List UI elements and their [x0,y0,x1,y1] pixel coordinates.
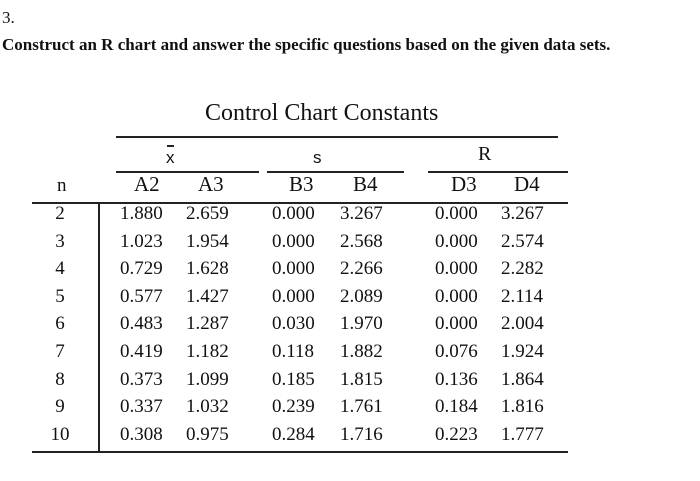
cell-a3: 1.427 [186,285,229,307]
cell-d3: 0.136 [435,368,478,390]
col-header-n: n [57,175,67,196]
cell-n: 10 [50,423,70,445]
cell-d4: 3.267 [501,203,544,224]
cell-a2: 0.577 [120,285,163,307]
cell-a3: 1.099 [186,368,229,390]
cell-a3: 2.659 [186,203,229,224]
col-header-a2: A2 [134,172,160,196]
cell-b4: 1.716 [340,423,383,445]
cell-a2: 0.308 [120,423,163,445]
cell-b3: 0.118 [272,341,315,362]
cell-n: 2 [55,203,65,224]
cell-d3: 0.000 [435,313,478,335]
cell-a3: 1.954 [186,230,229,252]
col-header-a3: A3 [198,172,224,196]
bottom-rule [32,451,568,453]
question-number: 3. [2,8,15,27]
cell-b4: 1.761 [340,396,383,418]
cell-a3: 0.975 [186,423,229,445]
cell-b4: 1.882 [340,341,383,362]
rule-s-group [267,171,404,173]
cell-n: 7 [55,341,65,362]
question-text: Construct an R chart and answer the specific questions based on the given data sets. [2,35,611,54]
cell-b4: 3.267 [340,203,383,224]
column-divider [98,203,100,451]
cell-b4: 1.970 [340,313,383,335]
cell-b4: 2.568 [340,230,383,252]
cell-a2: 0.373 [120,368,163,390]
cell-n: 9 [55,396,65,418]
group-header-s: s [313,148,322,167]
cell-a2: 0.729 [120,258,163,280]
cell-d4: 2.004 [501,313,544,335]
cell-d3: 0.000 [435,285,478,307]
cell-n: 5 [55,285,65,307]
cell-d4: 2.282 [501,258,544,280]
cell-d4: 1.864 [501,368,544,390]
cell-b3: 0.185 [272,368,315,390]
group-header-xbar: x [166,148,175,167]
cell-a3: 1.628 [186,258,229,280]
cell-d3: 0.184 [435,396,478,418]
cell-n: 3 [55,230,65,252]
cell-b3: 0.000 [272,203,315,224]
rule-r-group [428,171,568,173]
cell-d4: 1.816 [501,396,544,418]
cell-a2: 0.419 [120,341,163,362]
cell-b3: 0.000 [272,285,315,307]
cell-b4: 1.815 [340,368,383,390]
cell-d4: 2.574 [501,230,544,252]
cell-b4: 2.266 [340,258,383,280]
cell-d4: 2.114 [501,285,544,307]
col-header-b3: B3 [289,172,314,196]
cell-d3: 0.076 [435,341,478,362]
cell-n: 8 [55,368,65,390]
cell-b3: 0.000 [272,258,315,280]
cell-n: 6 [55,313,65,335]
cell-a3: 1.287 [186,313,229,335]
col-header-d3: D3 [451,172,477,196]
cell-d3: 0.000 [435,203,478,224]
cell-n: 4 [55,258,65,280]
cell-d3: 0.000 [435,230,478,252]
cell-b3: 0.000 [272,230,315,252]
cell-a2: 1.023 [120,230,163,252]
cell-b3: 0.284 [272,423,315,445]
cell-b4: 2.089 [340,285,383,307]
table-title: Control Chart Constants [205,100,439,126]
col-header-b4: B4 [353,172,378,196]
cell-b3: 0.030 [272,313,315,335]
cell-d3: 0.000 [435,258,478,280]
cell-a2: 0.483 [120,313,163,335]
cell-a3: 1.182 [186,341,229,362]
cell-a2: 0.337 [120,396,163,418]
cell-d4: 1.777 [501,423,544,445]
col-header-d4: D4 [514,172,540,196]
cell-d4: 1.924 [501,341,544,362]
group-header-r: R [478,143,492,165]
cell-d3: 0.223 [435,423,478,445]
cell-a3: 1.032 [186,396,229,418]
top-rule [116,136,558,138]
cell-a2: 1.880 [120,203,163,224]
cell-b3: 0.239 [272,396,315,418]
